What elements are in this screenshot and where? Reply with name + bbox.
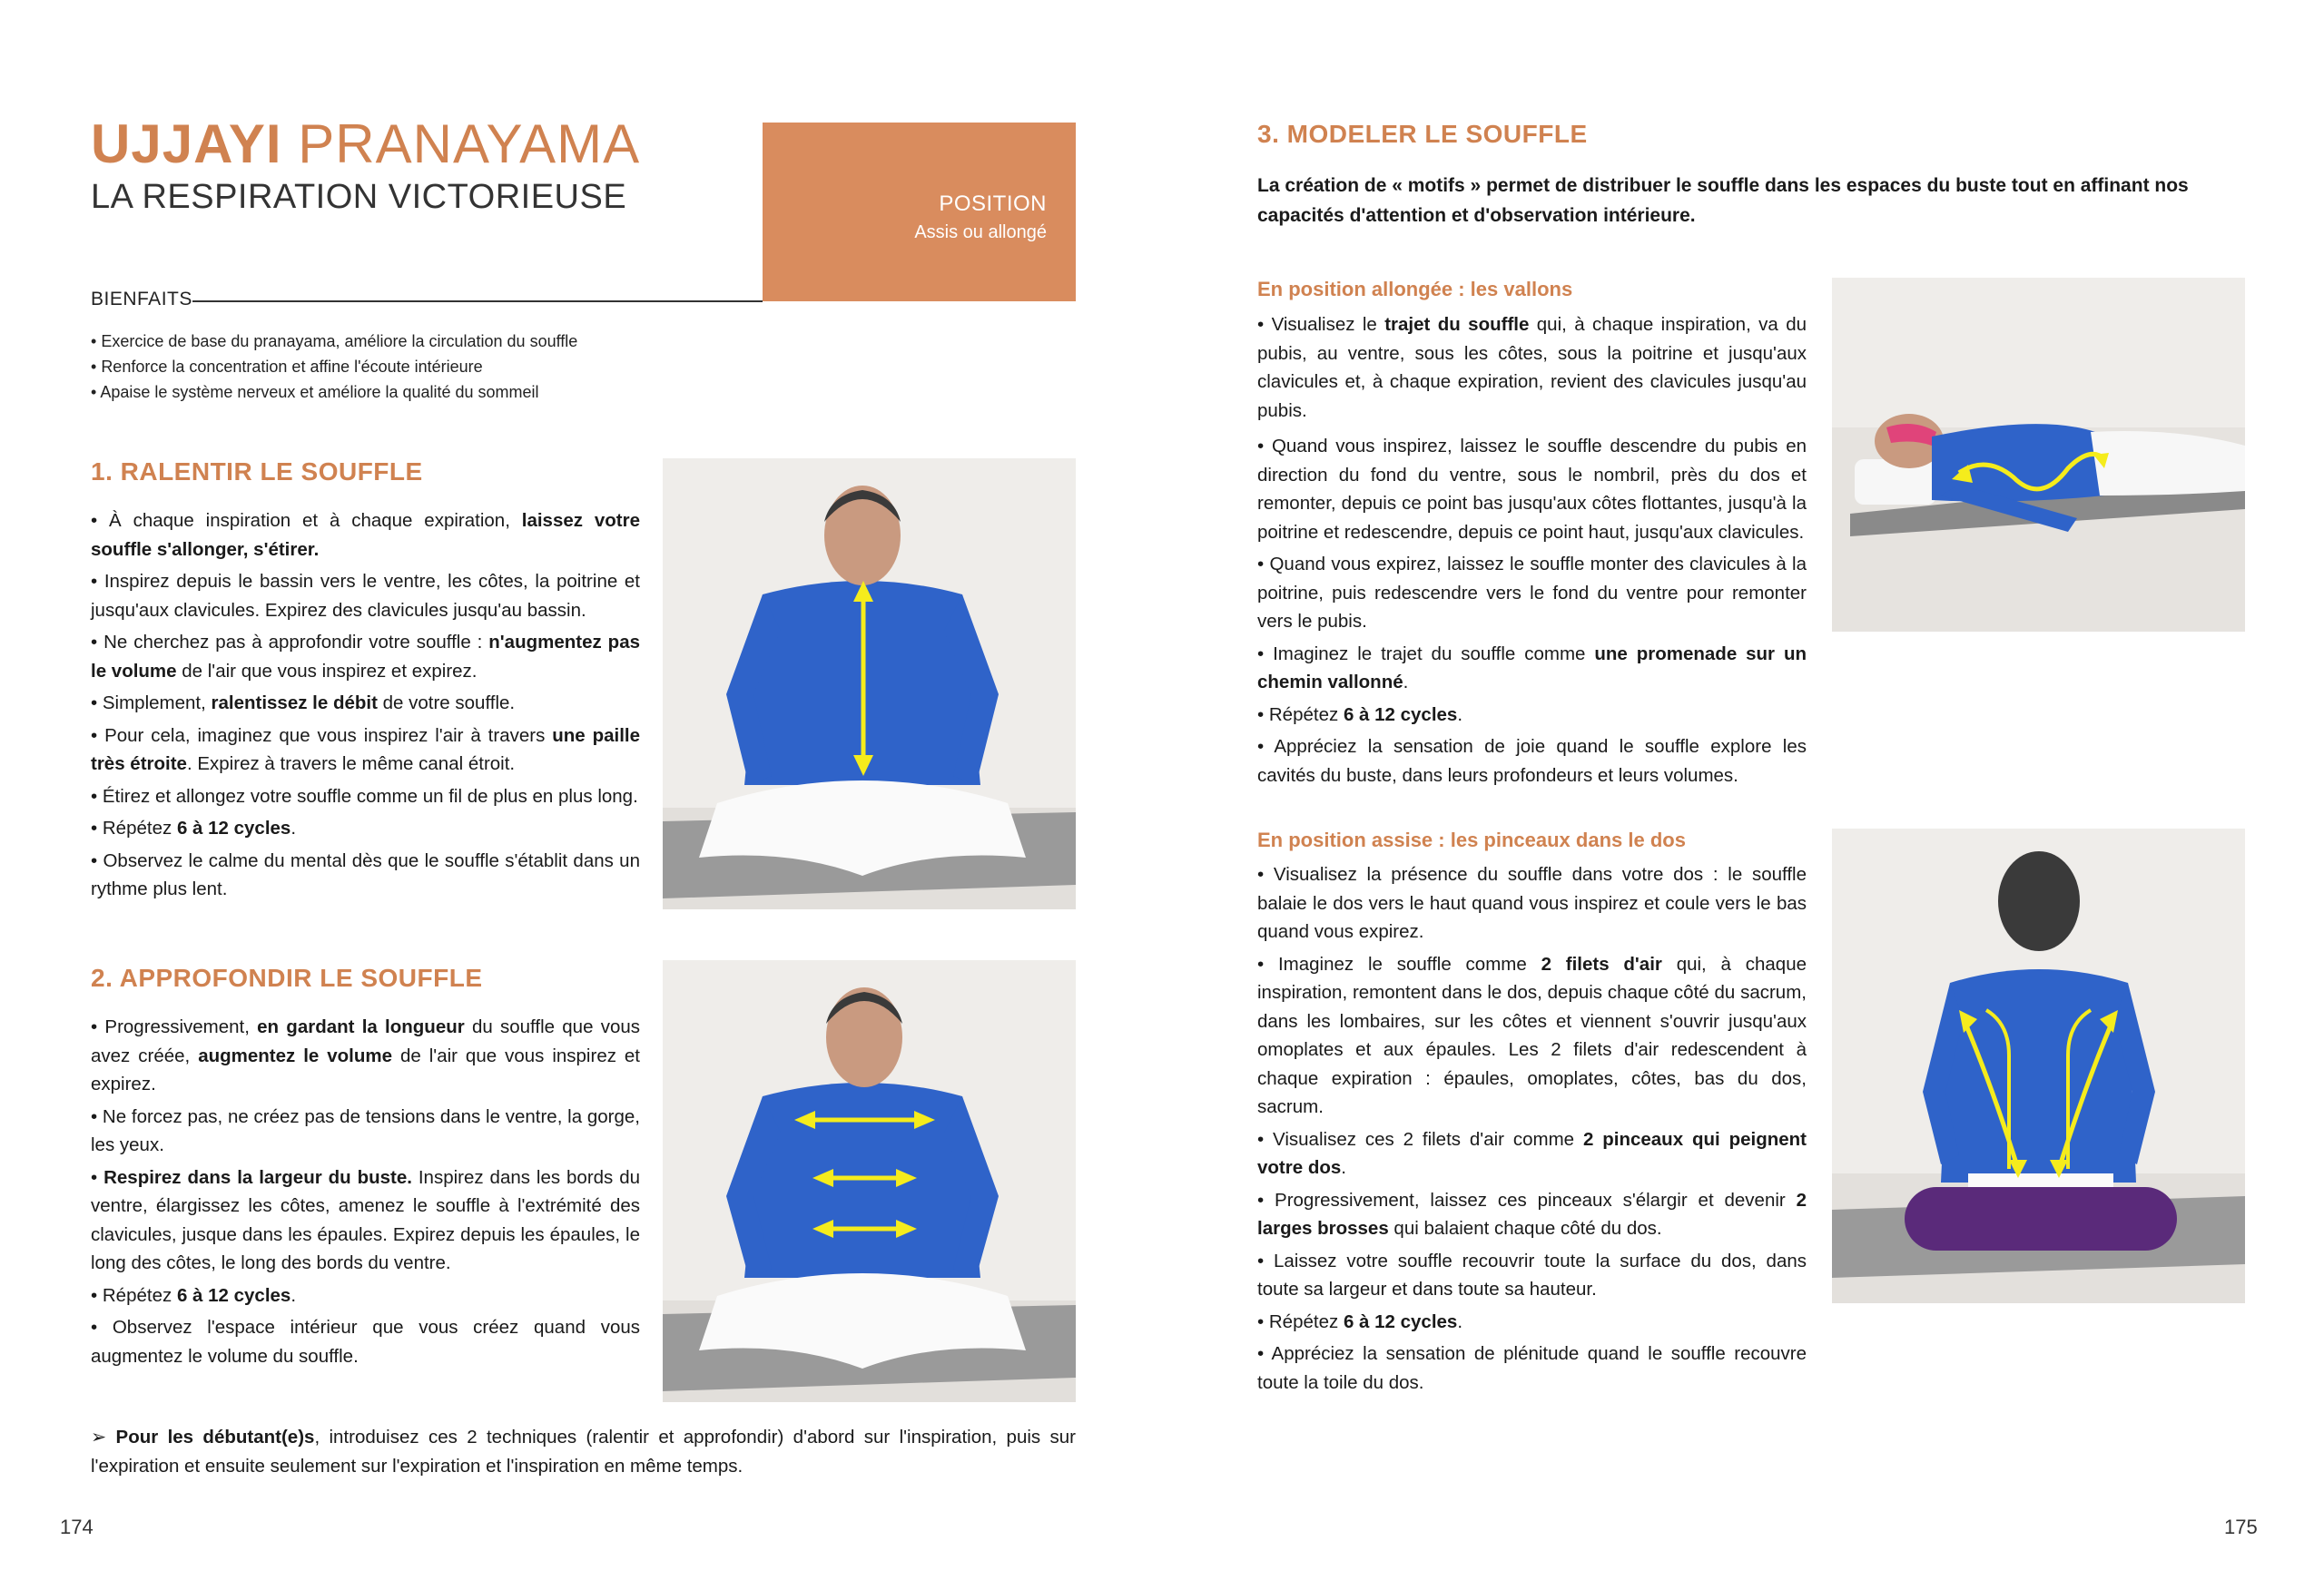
back-figure-illustration xyxy=(1832,829,2245,1303)
page-subtitle: LA RESPIRATION VICTORIEUSE xyxy=(91,178,627,216)
paragraph: • Progressivement, en gardant la longueur du souffle que vous avez créée, augmentez le volume de l'air que vous inspirez et expirez. xyxy=(91,1016,641,1094)
paragraph: • Visualisez ces 2 filets d'air comme 2 pinceaux qui peignent votre dos. xyxy=(1257,1128,1807,1178)
beginner-note: ➢ Pour les débutant(e)s, introduisez ces 2 techniques (ralentir et approfondir) d'abord sur l'inspiration, puis sur l'expiration et ensuite seulement sur l'expiration et l'inspiration en même temps. xyxy=(91,1427,1076,1477)
paragraph: • Répétez 6 à 12 cycles. xyxy=(1257,1310,1463,1332)
paragraph: • Quand vous inspirez, laissez le souffle descendre du pubis en direction du fond du ventre, sous le nombril, près du dos et remonter, depuis ce point bas jusqu'aux côtes flottantes, jusqu'à la poitrine et redescendre, depuis ce point haut, jusqu'aux clavicules. xyxy=(1257,436,1807,543)
paragraph: • Ne cherchez pas à approfondir votre souffle : n'augmentez pas le volume de l'air que vous inspirez et expirez. xyxy=(91,632,640,682)
page-number: 175 xyxy=(2224,1516,2258,1538)
title-bold: UJJAYI xyxy=(91,113,282,174)
list-item: • Exercice de base du pranayama, améliore la circulation du souffle xyxy=(91,329,577,354)
subsection-lying-title: En position allongée : les vallons xyxy=(1257,278,1573,300)
paragraph: • Répétez 6 à 12 cycles. xyxy=(91,1284,297,1306)
bienfaits-heading: BIENFAITS xyxy=(91,289,192,309)
list-item: • Apaise le système nerveux et améliore la qualité du sommeil xyxy=(91,379,577,405)
paragraph: • Répétez 6 à 12 cycles. xyxy=(1257,703,1463,725)
paragraph: • Répétez 6 à 12 cycles. xyxy=(91,818,297,839)
paragraph: • Étirez et allongez votre souffle comme un fil de plus en plus long. xyxy=(91,785,638,807)
right-page xyxy=(1162,0,2324,1590)
section-1-text xyxy=(91,506,640,908)
photo-lying-wave-arrow xyxy=(1832,278,2245,632)
paragraph: • Inspirez depuis le bassin vers le ventre, les côtes, la poitrine et jusqu'aux clavicules. Expirez des clavicules jusqu'au bassin. xyxy=(91,571,640,621)
page-number: 174 xyxy=(60,1516,94,1538)
bienfaits-list xyxy=(91,329,577,405)
paragraph: • Ne forcez pas, ne créez pas de tensions dans le ventre, la gorge, les yeux. xyxy=(91,1105,640,1155)
paragraph: • Imaginez le trajet du souffle comme une promenade sur un chemin vallonné. xyxy=(1257,643,1807,692)
paragraph: • Pour cela, imaginez que vous inspirez l'air à travers une paille très étroite. Expirez à travers le même canal étroit. xyxy=(91,724,640,774)
photo-back-brush-arrows xyxy=(1832,829,2245,1303)
paragraph: • Visualisez la présence du souffle dans votre dos : le souffle balaie le dos vers le haut quand vous inspirez et coule vers le bas quand vous expirez. xyxy=(1257,864,1807,942)
photo-seated-horizontal-arrows xyxy=(663,960,1076,1402)
paragraph: • Simplement, ralentissez le débit de votre souffle. xyxy=(91,692,516,713)
bienfaits-rule xyxy=(192,300,763,302)
section-3-title: 3. MODELER LE SOUFFLE xyxy=(1257,120,1588,148)
paragraph: • Observez l'espace intérieur que vous créez quand vous augmentez le volume du souffle. xyxy=(91,1317,640,1367)
paragraph: • Appréciez la sensation de joie quand le souffle explore les cavités du buste, dans leurs profondeurs et leurs volumes. xyxy=(1257,736,1807,786)
position-value: Assis ou allongé xyxy=(914,222,1047,242)
lying-figure-illustration xyxy=(1832,278,2245,632)
paragraph: • Progressivement, laissez ces pinceaux s'élargir et devenir 2 larges brosses qui balaient chaque côté du dos. xyxy=(1257,1189,1807,1239)
paragraph: • Laissez votre souffle recouvrir toute la surface du dos, dans toute sa largeur et dans toute sa hauteur. xyxy=(1257,1250,1807,1300)
section-2-text xyxy=(91,1013,640,1374)
section-2-title: 2. APPROFONDIR LE SOUFFLE xyxy=(91,964,483,992)
paragraph: • Observez le calme du mental dès que le souffle s'établit dans un rythme plus lent. xyxy=(91,849,640,899)
subsection-lying-text xyxy=(1257,310,1807,793)
paragraph: • Visualisez le trajet du souffle qui, à chaque inspiration, va du pubis, au ventre, sous les côtes, sous la poitrine et jusqu'aux clavicules et, à chaque expiration, revient des clavicules jusqu'au pubis. xyxy=(1257,314,1807,421)
paragraph: • Respirez dans la largeur du buste. Inspirez dans les bords du ventre, élargissez les côtes, amenez le souffle à l'extrémité des clavicules, jusque dans les épaules. Expirez depuis les épaules, le long des côtes, le long des bords du ventre. xyxy=(91,1166,641,1273)
seated-figure-illustration xyxy=(663,960,1076,1402)
paragraph: • Appréciez la sensation de plénitude quand le souffle recouvre toute la toile du dos. xyxy=(1257,1343,1807,1393)
paragraph: • À chaque inspiration et à chaque expiration, laissez votre souffle s'allonger, s'étirer. xyxy=(91,510,640,560)
subsection-seated-title: En position assise : les pinceaux dans le dos xyxy=(1257,829,1686,851)
paragraph: • Imaginez le souffle comme 2 filets d'air qui, à chaque inspiration, remontent dans le dos, depuis chaque côté du sacrum, dans les lombaires, sur les côtes et viennent s'ouvrir jusqu'aux omoplates et aux épaules. Les 2 filets d'air redescendent à chaque expiration : épaules, omoplates, côtes, bas du dos, sacrum. xyxy=(1257,953,1807,1117)
title-rest: PRANAYAMA xyxy=(298,113,641,174)
list-item: • Renforce la concentration et affine l'écoute intérieure xyxy=(91,354,577,379)
section-1-title: 1. RALENTIR LE SOUFFLE xyxy=(91,457,423,486)
position-label: POSITION xyxy=(939,191,1047,216)
page-title xyxy=(91,113,641,174)
seated-figure-illustration xyxy=(663,458,1076,909)
photo-seated-vertical-arrow xyxy=(663,458,1076,909)
paragraph: • Quand vous expirez, laissez le souffle monter des clavicules à la poitrine, puis redescendre vers le fond du ventre pour remonter vers le pubis. xyxy=(1257,554,1807,632)
position-box xyxy=(763,123,1076,301)
section-3-intro: La création de « motifs » permet de distribuer le souffle dans les espaces du buste tout en affinant nos capacités d'attention et d'observation intérieure. xyxy=(1257,175,2189,226)
subsection-seated-text xyxy=(1257,860,1807,1400)
